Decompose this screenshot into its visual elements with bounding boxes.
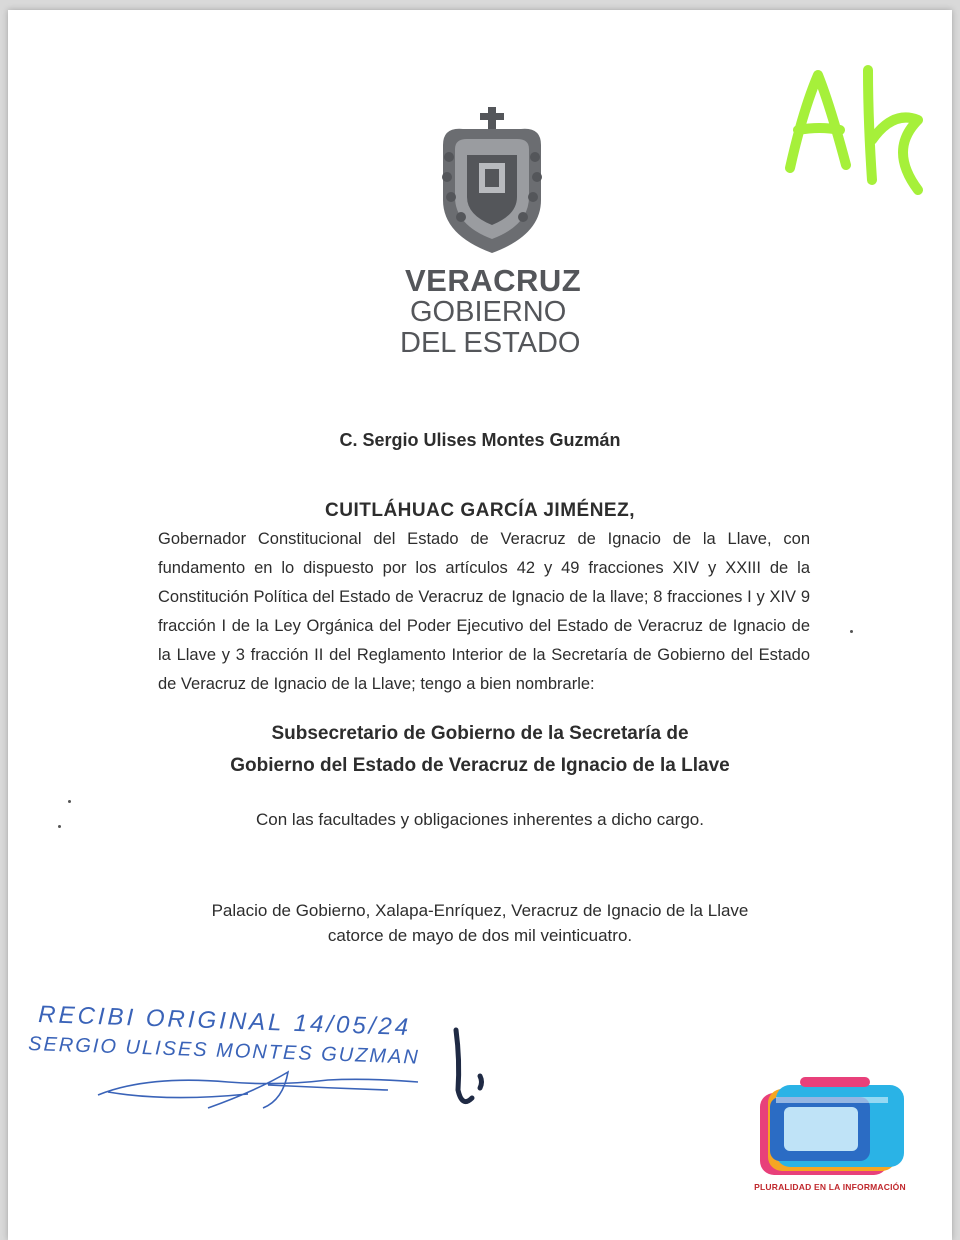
faculties-statement: Con las facultades y obligaciones inherentes a dicho cargo. [256,810,704,829]
svg-text:SERGIO ULISES MONTES GUZMAN: SERGIO ULISES MONTES GUZMAN [28,1033,421,1069]
place-and-date [8,898,952,948]
scan-speck [850,630,853,633]
place-line: Palacio de Gobierno, Xalapa-Enríquez, Veracruz de Ignacio de la Llave [211,901,749,920]
governor-name: CUITLÁHUAC GARCÍA JIMÉNEZ, [325,500,635,521]
org-line-1: VERACRUZ [405,263,582,298]
scan-speck [68,800,71,803]
document-page [8,10,952,1240]
org-line-2: GOBIERNO [410,296,567,328]
date-line: catorce de mayo de dos mil veinticuatro. [327,926,633,945]
organization-name [388,265,588,359]
org-line-3: DEL ESTADO [400,327,581,359]
appointed-position [8,718,952,782]
recipient-name: C. Sergio Ulises Montes Guzmán [339,430,621,450]
scan-speck [58,825,61,828]
position-line-1: Subsecretario de Gobierno de la Secretaría de [271,723,689,744]
pluralidad-tv-logo [740,1075,920,1195]
handwritten-initials [768,50,938,210]
svg-text:RECIBI ORIGINAL 14/05/24: RECIBI ORIGINAL 14/05/24 [37,1001,412,1042]
handwritten-receipt-signature [28,990,498,1130]
appointment-body: Gobernador Constitucional del Estado de Veracruz de Ignacio de la Llave, con fundamento en lo dispuesto por los artículos 42 y 49 fracciones XIV y XXIII de la Constitución Política del Estado de Veracruz de Ignacio de la llave; 8 fracciones I y XIV 9 fracción I de la Ley Orgánica del Poder Ejecutivo del Estado de Veracruz de Ignacio de la Llave y 3 fracción II del Reglamento Interior de la Secretaría de Gobierno del Estado de Veracruz de Ignacio de la Llave; tengo a bien nombrarle: [158,530,810,693]
watermark-text: PLURALIDAD EN LA INFORMACIÓN [754,1182,906,1192]
position-line-2: Gobierno del Estado de Veracruz de Ignacio de la Llave [230,755,730,776]
veracruz-coat-of-arms-icon [433,105,551,255]
